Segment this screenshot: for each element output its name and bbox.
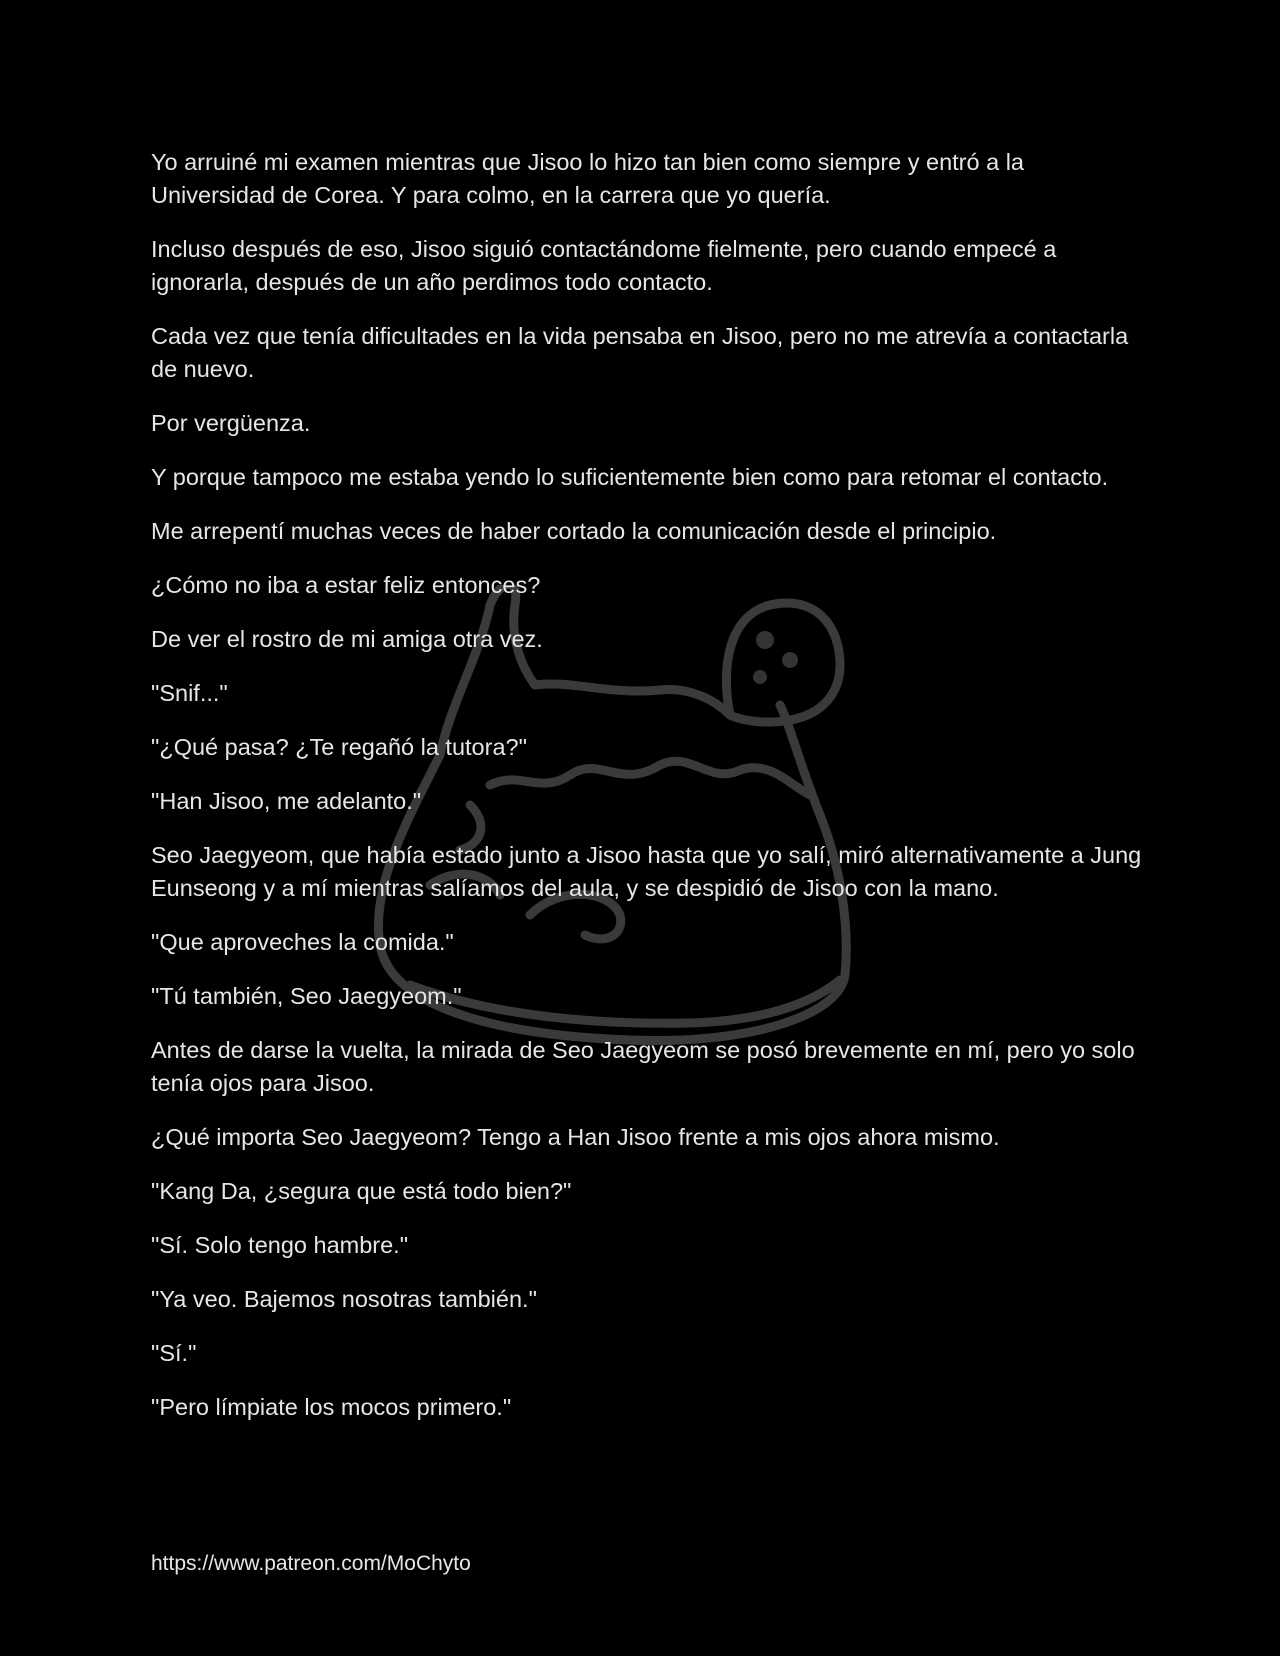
paragraph: De ver el rostro de mi amiga otra vez. bbox=[151, 626, 543, 652]
dialogue-line: "Pero límpiate los mocos primero." bbox=[151, 1394, 512, 1420]
paragraph: Y porque tampoco me estaba yendo lo suficientemente bien como para retomar el contacto. bbox=[151, 464, 1109, 490]
dialogue-line: "Kang Da, ¿segura que está todo bien?" bbox=[151, 1178, 572, 1204]
paragraph: Seo Jaegyeom, que había estado junto a Jisoo hasta que yo salí, miró alternativamente a Jung Eunseong y a mí mientras salíamos del aula, y se despidió de Jisoo con la mano. bbox=[151, 842, 1142, 901]
paragraph: Por vergüenza. bbox=[151, 410, 311, 436]
paragraph: ¿Cómo no iba a estar feliz entonces? bbox=[151, 572, 541, 598]
paragraph: Me arrepentí muchas veces de haber cortado la comunicación desde el principio. bbox=[151, 518, 997, 544]
dialogue-line: "Sí. Solo tengo hambre." bbox=[151, 1232, 409, 1258]
story-body bbox=[151, 146, 1151, 1445]
dialogue-line: "Sí." bbox=[151, 1340, 197, 1366]
paragraph: Cada vez que tenía dificultades en la vida pensaba en Jisoo, pero no me atrevía a contactarla de nuevo. bbox=[151, 323, 1129, 382]
paragraph: Incluso después de eso, Jisoo siguió contactándome fielmente, pero cuando empecé a ignorarla, después de un año perdimos todo contacto. bbox=[151, 236, 1057, 295]
dialogue-line: "¿Qué pasa? ¿Te regañó la tutora?" bbox=[151, 734, 527, 760]
paragraph: Antes de darse la vuelta, la mirada de Seo Jaegyeom se posó brevemente en mí, pero yo solo tenía ojos para Jisoo. bbox=[151, 1037, 1135, 1096]
dialogue-line: "Que aproveches la comida." bbox=[151, 929, 454, 955]
dialogue-line: "Han Jisoo, me adelanto." bbox=[151, 788, 422, 814]
dialogue-line: "Tú también, Seo Jaegyeom." bbox=[151, 983, 462, 1009]
paragraph: ¿Qué importa Seo Jaegyeom? Tengo a Han Jisoo frente a mis ojos ahora mismo. bbox=[151, 1124, 1000, 1150]
dialogue-line: "Ya veo. Bajemos nosotras también." bbox=[151, 1286, 537, 1312]
patreon-link[interactable]: https://www.patreon.com/MoChyto bbox=[151, 1552, 471, 1575]
dialogue-line: "Snif..." bbox=[151, 680, 228, 706]
paragraph: Yo arruiné mi examen mientras que Jisoo lo hizo tan bien como siempre y entró a la Universidad de Corea. Y para colmo, en la carrera que yo quería. bbox=[151, 149, 1024, 208]
